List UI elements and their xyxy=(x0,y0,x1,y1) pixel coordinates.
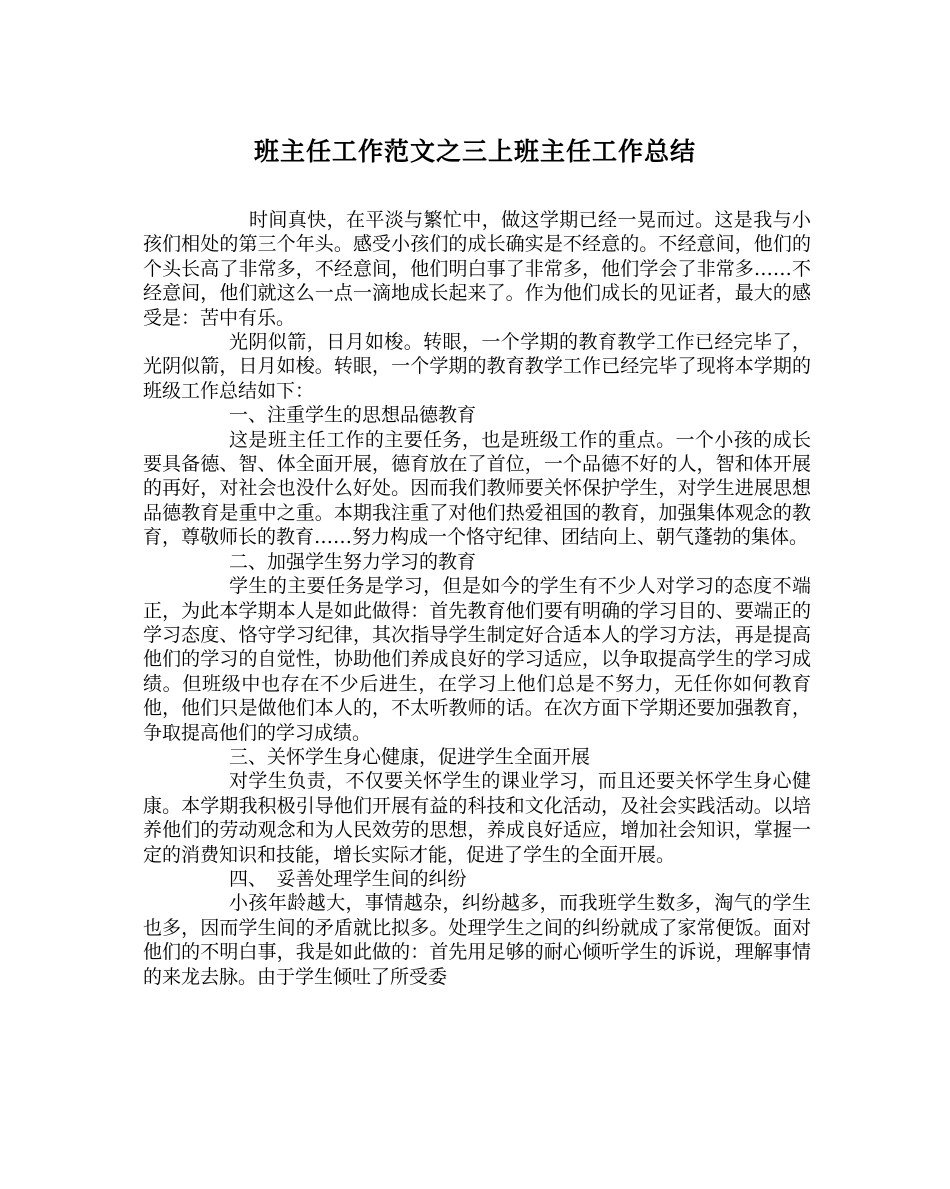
section-heading-4: 四、 妥善处理学生间的纠纷 xyxy=(229,867,467,890)
paragraph-summary-intro: 光阴似箭，日月如梭。转眼，一个学期的教育教学工作已经完毕了，光阴似箭，日月如梭。转眼，一个学期的教育教学工作已经完毕了现将本学期的班级工作总结如下： xyxy=(143,331,811,402)
paragraph-intro: 时间真快，在平淡与繁忙中，做这学期已经一晃而过。这是我与小孩们相处的第三个年头。感受小孩们的成长确实是不经意的。不经意间，他们的个头长高了非常多，不经意间，他们明白事了非常多，他们学会了非常多……不经意间，他们就这么一点一滴地成长起来了。作为他们成长的见证者，最大的感受是：苦中有乐。 xyxy=(143,209,811,329)
document-title: 班主任工作范文之三上班主任工作总结 xyxy=(253,137,696,166)
paragraph-section-2: 学生的主要任务是学习，但是如今的学生有不少人对学习的态度不端正，为此本学期本人是如此做得：首先教育他们要有明确的学习目的、要端正的学习态度、恪守学习纪律，其次指导学生制定好合适本人的学习方法，再是提高他们的学习的自觉性，协助他们养成良好的学习适应，以争取提高学生的学习成绩。但班级中也存在不少后进生，在学习上他们总是不努力，无任你如何教育他，他们只是做他们本人的，不太听教师的话。在次方面下学期还要加强教育，争取提高他们的学习成绩。 xyxy=(143,575,811,744)
paragraph-section-3: 对学生负责，不仅要关怀学生的课业学习，而且还要关怀学生身心健康。本学期我积极引导他们开展有益的科技和文化活动，及社会实践活动。以培养他们的劳动观念和为人民效劳的思想，养成良好适应，增加社会知识，掌握一定的消费知识和技能，增长实际才能，促进了学生的全面开展。 xyxy=(143,770,811,866)
paragraph-section-1: 这是班主任工作的主要任务，也是班级工作的重点。一个小孩的成长要具备德、智、体全面开展，德育放在了首位，一个品德不好的人，智和体开展的再好，对社会也没什么好处。因而我们教师要关怀保护学生，对学生进展思想品德教育是重中之重。本期我注重了对他们热爱祖国的教育，加强集体观念的教育，尊敬师长的教育……努力构成一个恪守纪律、团结向上、朝气蓬勃的集体。 xyxy=(143,428,811,549)
section-heading-3: 三、关怀学生身心健康，促进学生全面开展 xyxy=(229,745,591,768)
section-heading-2: 二、加强学生努力学习的教育 xyxy=(229,550,477,573)
paragraph-section-4: 小孩年龄越大，事情越杂，纠纷越多，而我班学生数多，淘气的学生也多，因而学生间的矛盾就比拟多。处理学生之间的纠纷就成了家常便饭。面对他们的不明白事，我是如此做的：首先用足够的耐心倾听学生的诉说，理解事情的来龙去脉。由于学生倾吐了所受委 xyxy=(143,892,811,988)
document-body xyxy=(143,208,811,989)
section-heading-1: 一、注重学生的思想品德教育 xyxy=(229,404,477,427)
